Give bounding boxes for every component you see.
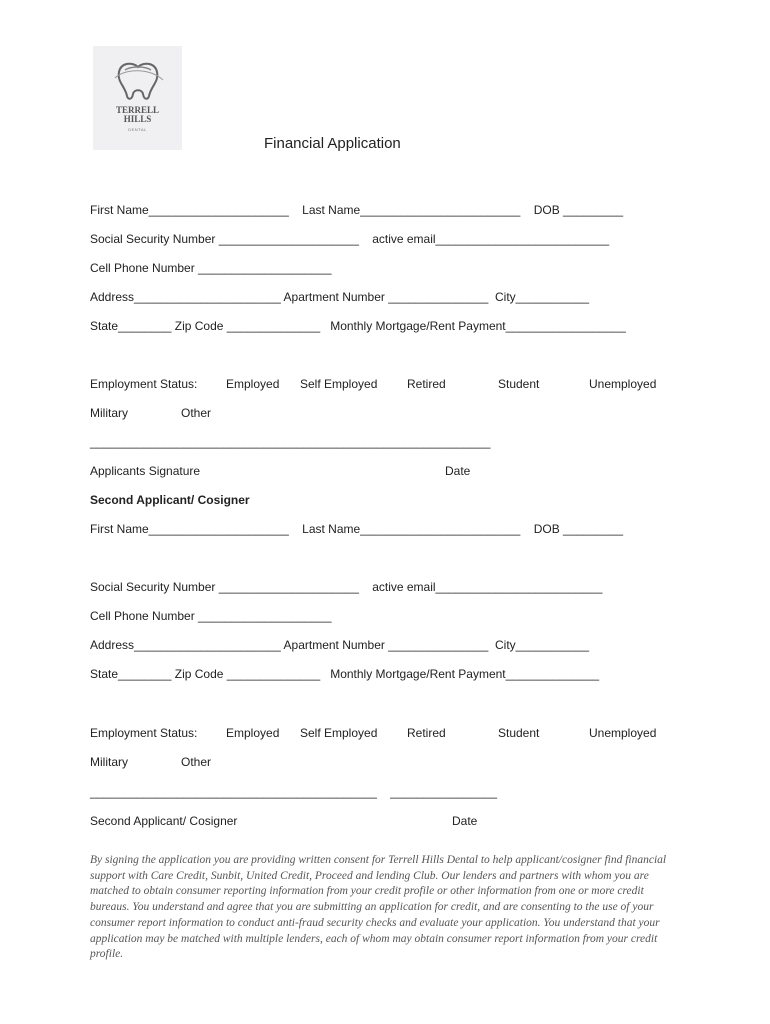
cosigner-signature-label: Second Applicant/ Cosigner xyxy=(90,814,238,828)
applicant-option-other[interactable]: Other xyxy=(181,406,212,420)
cosigner-name-row[interactable]: First Name_____________________ Last Name________________________ DOB _________ xyxy=(90,522,624,536)
cosigner-option-student[interactable]: Student xyxy=(498,726,540,740)
cosigner-heading: Second Applicant/ Cosigner xyxy=(90,493,250,507)
cosigner-ssn-email-row[interactable]: Social Security Number _____________________ active email_________________________ xyxy=(90,580,603,594)
cosigner-option-other[interactable]: Other xyxy=(181,755,212,769)
applicant-option-unemployed[interactable]: Unemployed xyxy=(589,377,657,391)
applicant-address-row[interactable]: Address______________________ Apartment Number _______________ City___________ xyxy=(90,290,590,304)
logo-name-line2: HILLS xyxy=(123,114,152,124)
applicant-signature-label: Applicants Signature xyxy=(90,464,201,478)
tooth-icon xyxy=(111,58,165,104)
applicant-state-row[interactable]: State________ Zip Code ______________ Monthly Mortgage/Rent Payment__________________ xyxy=(90,319,626,333)
cosigner-option-military[interactable]: Military xyxy=(90,755,128,769)
cosigner-cell-row[interactable]: Cell Phone Number ____________________ xyxy=(90,609,332,623)
applicant-cell-row[interactable]: Cell Phone Number ____________________ xyxy=(90,261,332,275)
consent-paragraph: By signing the application you are providing written consent for Terrell Hills Dental to help applicant/cosigner find financial support with Care Credit, Sunbit, United Credit, Proceed and lending Club. Our lenders and partners with whom you are matched to obtain consumer reporting information from your credit profile or other information from one or more credit bureaus. You understand and agree that you are submitting an application for credit, and are consenting to the use of your consumer report information to conduct anti-fraud security checks and evaluate your application. You understand that your application may be matched with multiple lenders, each of whom may obtain consumer report information from your credit profile. xyxy=(90,854,667,961)
cosigner-state-row[interactable]: State________ Zip Code ______________ Monthly Mortgage/Rent Payment______________ xyxy=(90,667,600,681)
cosigner-signature-line[interactable]: ___________________________________________ ________________ xyxy=(90,785,498,799)
cosigner-option-retired[interactable]: Retired xyxy=(407,726,446,740)
cosigner-option-self-employed[interactable]: Self Employed xyxy=(300,726,378,740)
cosigner-option-employed[interactable]: Employed xyxy=(226,726,280,740)
cosigner-date-label: Date xyxy=(452,814,478,828)
page-title: Financial Application xyxy=(264,135,401,152)
applicant-ssn-email-row[interactable]: Social Security Number _____________________ active email__________________________ xyxy=(90,232,610,246)
applicant-option-employed[interactable]: Employed xyxy=(226,377,280,391)
applicant-employment-label: Employment Status: xyxy=(90,377,198,391)
logo-subtitle: DENTAL xyxy=(128,127,147,132)
cosigner-option-unemployed[interactable]: Unemployed xyxy=(589,726,657,740)
terrell-hills-logo xyxy=(93,46,182,150)
applicant-name-row[interactable]: First Name_____________________ Last Name________________________ DOB _________ xyxy=(90,203,624,217)
applicant-date-label: Date xyxy=(445,464,471,478)
cosigner-employment-label: Employment Status: xyxy=(90,726,198,740)
cosigner-address-row[interactable]: Address______________________ Apartment Number _______________ City___________ xyxy=(90,638,590,652)
applicant-option-retired[interactable]: Retired xyxy=(407,377,446,391)
applicant-signature-line[interactable]: ____________________________________________________________ xyxy=(90,435,491,449)
logo-name-line1: TERRELL xyxy=(115,105,159,115)
applicant-option-self-employed[interactable]: Self Employed xyxy=(300,377,378,391)
applicant-option-military[interactable]: Military xyxy=(90,406,128,420)
applicant-option-student[interactable]: Student xyxy=(498,377,540,391)
